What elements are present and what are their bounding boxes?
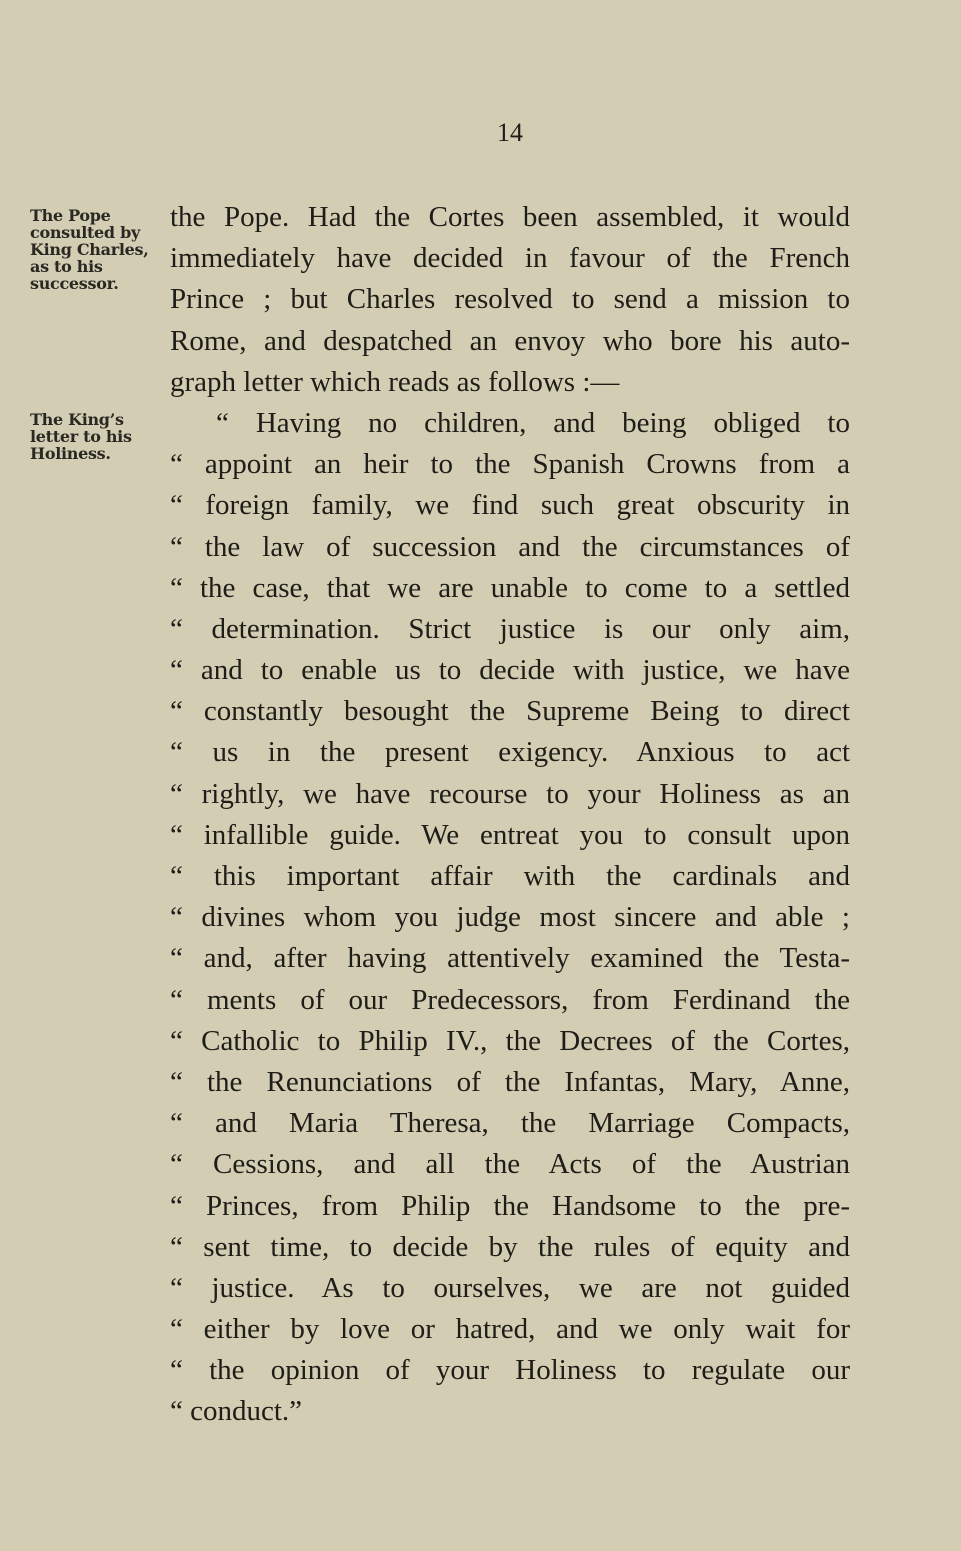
text-line: “ Cessions, and all the Acts of the Austrian	[170, 1148, 850, 1181]
text-line: “ infallible guide. We entreat you to consult upon	[170, 818, 850, 851]
text-line: “ and to enable us to decide with justice, we have	[170, 654, 850, 687]
text-line: “ constantly besought the Supreme Being to direct	[170, 695, 850, 728]
text-line: Prince ; but Charles resolved to send a mission to	[170, 283, 850, 316]
text-line: “ this important affair with the cardinals and	[170, 860, 850, 892]
text-line: “ justice. As to ourselves, we are not guided	[170, 1271, 850, 1304]
text-line: “ divines whom you judge most sincere and able ;	[170, 901, 850, 934]
text-line: Rome, and despatched an envoy who bore his auto-	[170, 324, 850, 357]
text-line: “ Having no children, and being obliged to	[216, 406, 850, 439]
text-line: “ ments of our Predecessors, from Ferdinand the	[170, 983, 850, 1016]
text-line: “ us in the present exigency. Anxious to act	[170, 736, 850, 769]
text-line: “ Princes, from Philip the Handsome to the pre-	[170, 1189, 850, 1222]
text-line: “ and, after having attentively examined the Testa-	[170, 942, 850, 975]
margin-note-pope-consulted: The Pope consulted by King Charles, as to his successor.	[30, 206, 149, 293]
text-line: “ the case, that we are unable to come to a settled	[170, 571, 850, 604]
text-line: “ the opinion of your Holiness to regulate our	[170, 1354, 850, 1387]
text-line: the Pope. Had the Cortes been assembled, it would	[170, 201, 850, 233]
text-line: “ Catholic to Philip IV., the Decrees of the Cortes,	[170, 1024, 850, 1057]
body-text	[170, 197, 850, 1433]
text-line: “ the law of succession and the circumstances of	[170, 530, 850, 563]
text-line: “ sent time, to decide by the rules of equity and	[170, 1230, 850, 1263]
text-line: “ appoint an heir to the Spanish Crowns from a	[170, 448, 850, 481]
text-line: “ either by love or hatred, and we only wait for	[170, 1313, 850, 1346]
page-number: 14	[497, 118, 523, 147]
text-line: graph letter which reads as follows :—	[170, 365, 620, 398]
text-line: “ determination. Strict justice is our only aim,	[170, 612, 850, 645]
text-line: “ rightly, we have recourse to your Holiness as an	[170, 777, 850, 810]
text-line: immediately have decided in favour of the French	[170, 242, 850, 275]
text-line: “ and Maria Theresa, the Marriage Compacts,	[170, 1107, 850, 1140]
text-line: “ the Renunciations of the Infantas, Mary, Anne,	[170, 1065, 850, 1098]
text-line: “ conduct.”	[170, 1395, 303, 1428]
text-line: “ foreign family, we find such great obscurity in	[170, 489, 850, 522]
margin-note-kings-letter: The King’s letter to his Holiness.	[30, 410, 132, 463]
